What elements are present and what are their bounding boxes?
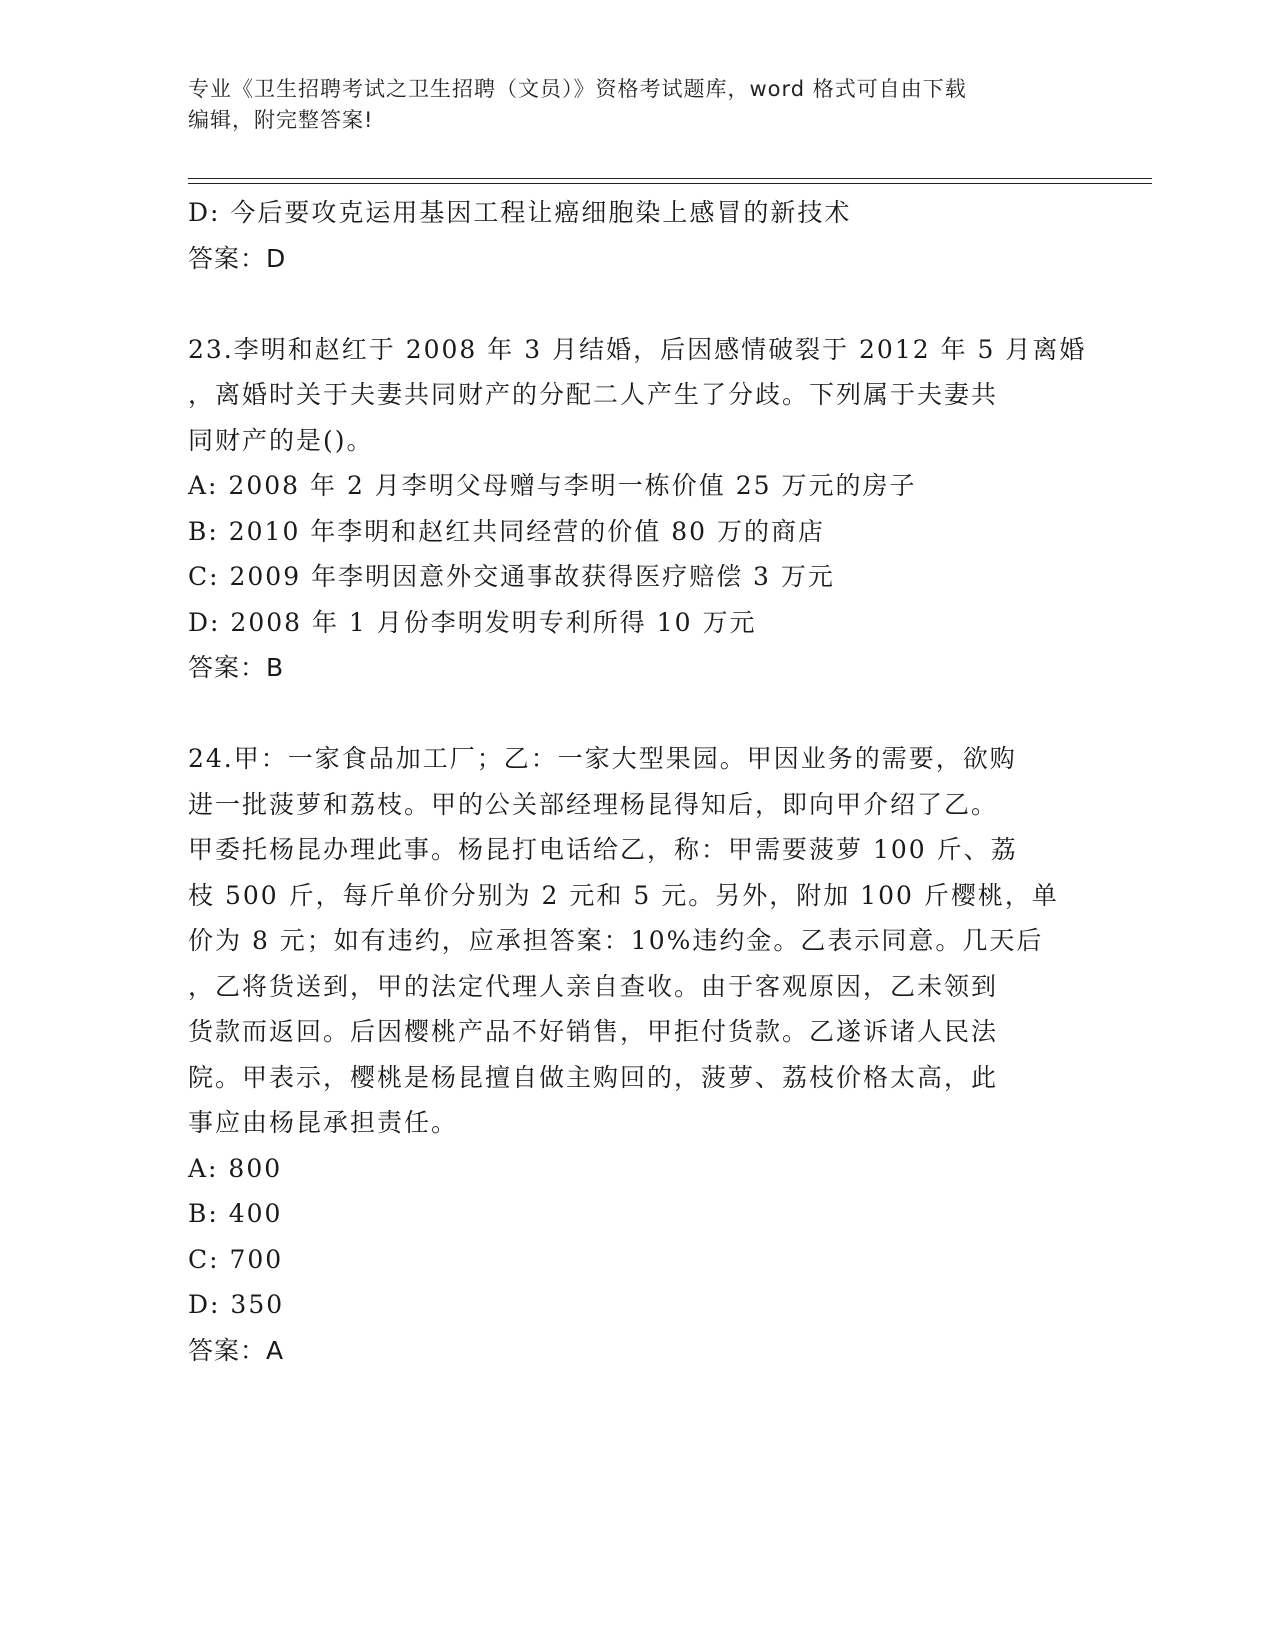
question-stem-line: 23.李明和赵红于 2008 年 3 月结婚，后因感情破裂于 2012 年 5 月离婚: [188, 334, 1087, 364]
document-body: [188, 190, 1088, 1373]
option-b: B: 2010 年李明和赵红共同经营的价值 80 万的商店: [188, 516, 826, 546]
option-c: C: 2009 年李明因意外交通事故获得医疗赔偿 3 万元: [188, 562, 835, 591]
option-c: C: 700: [188, 1244, 284, 1274]
question-stem-line: 甲委托杨昆办理此事。杨昆打电话给乙，称：甲需要菠萝 100 斤、荔: [188, 835, 1018, 864]
question-stem-line: ，离婚时关于夫妻共同财产的分配二人产生了分歧。下列属于夫妻共: [188, 380, 999, 409]
option-d: D: 350: [188, 1290, 285, 1319]
question-stem-line: 价为 8 元；如有违约，应承担答案：10%违约金。乙表示同意。几天后: [188, 926, 1044, 955]
option-a: A: 2008 年 2 月李明父母赠与李明一栋价值 25 万元的房子: [188, 471, 917, 500]
question-24: [188, 736, 1088, 1373]
answer-line: 答案：D: [188, 243, 287, 273]
question-stem-line: 进一批菠萝和荔枝。甲的公关部经理杨昆得知后，即向甲介绍了乙。: [188, 789, 999, 819]
header-line-2: 编辑，附完整答案!: [188, 108, 374, 132]
option-b: B: 400: [188, 1199, 283, 1228]
spacer: [188, 281, 1088, 327]
question-23: [188, 327, 1088, 691]
question-stem-line: 事应由杨昆承担责任。: [188, 1108, 459, 1137]
question-stem-line: 枝 500 斤，每斤单价分别为 2 元和 5 元。另外，附加 100 斤樱桃，单: [188, 880, 1059, 910]
question-stem-line: 货款而返回。后因樱桃产品不好销售，甲拒付货款。乙遂诉诸人民法: [188, 1017, 999, 1046]
answer-line: 答案：B: [188, 653, 285, 682]
option-d: D: 2008 年 1 月份李明发明专利所得 10 万元: [188, 607, 757, 637]
option-d: D: 今后要攻克运用基因工程让癌细胞染上感冒的新技术: [188, 198, 852, 227]
question-stem-line: 24.甲：一家食品加工厂；乙：一家大型果园。甲因业务的需要，欲购: [188, 744, 1017, 773]
question-stem-line: 同财产的是()。: [188, 425, 374, 455]
question-stem-line: ，乙将货送到，甲的法定代理人亲自查收。由于客观原因，乙未领到: [188, 971, 999, 1001]
document-header: [188, 74, 1068, 136]
header-line-1: 专业《卫生招聘考试之卫生招聘（文员）》资格考试题库，word 格式可自由下载: [188, 77, 967, 101]
spacer: [188, 690, 1088, 736]
option-a: A: 800: [188, 1153, 283, 1183]
answer-line: 答案：A: [188, 1335, 285, 1365]
header-rule-bottom: [188, 183, 1152, 184]
question-stem-line: 院。甲表示，樱桃是杨昆擅自做主购回的，菠萝、荔枝价格太高，此: [188, 1062, 999, 1092]
header-rule-top: [188, 178, 1152, 179]
prev-question-block: [188, 190, 1088, 281]
